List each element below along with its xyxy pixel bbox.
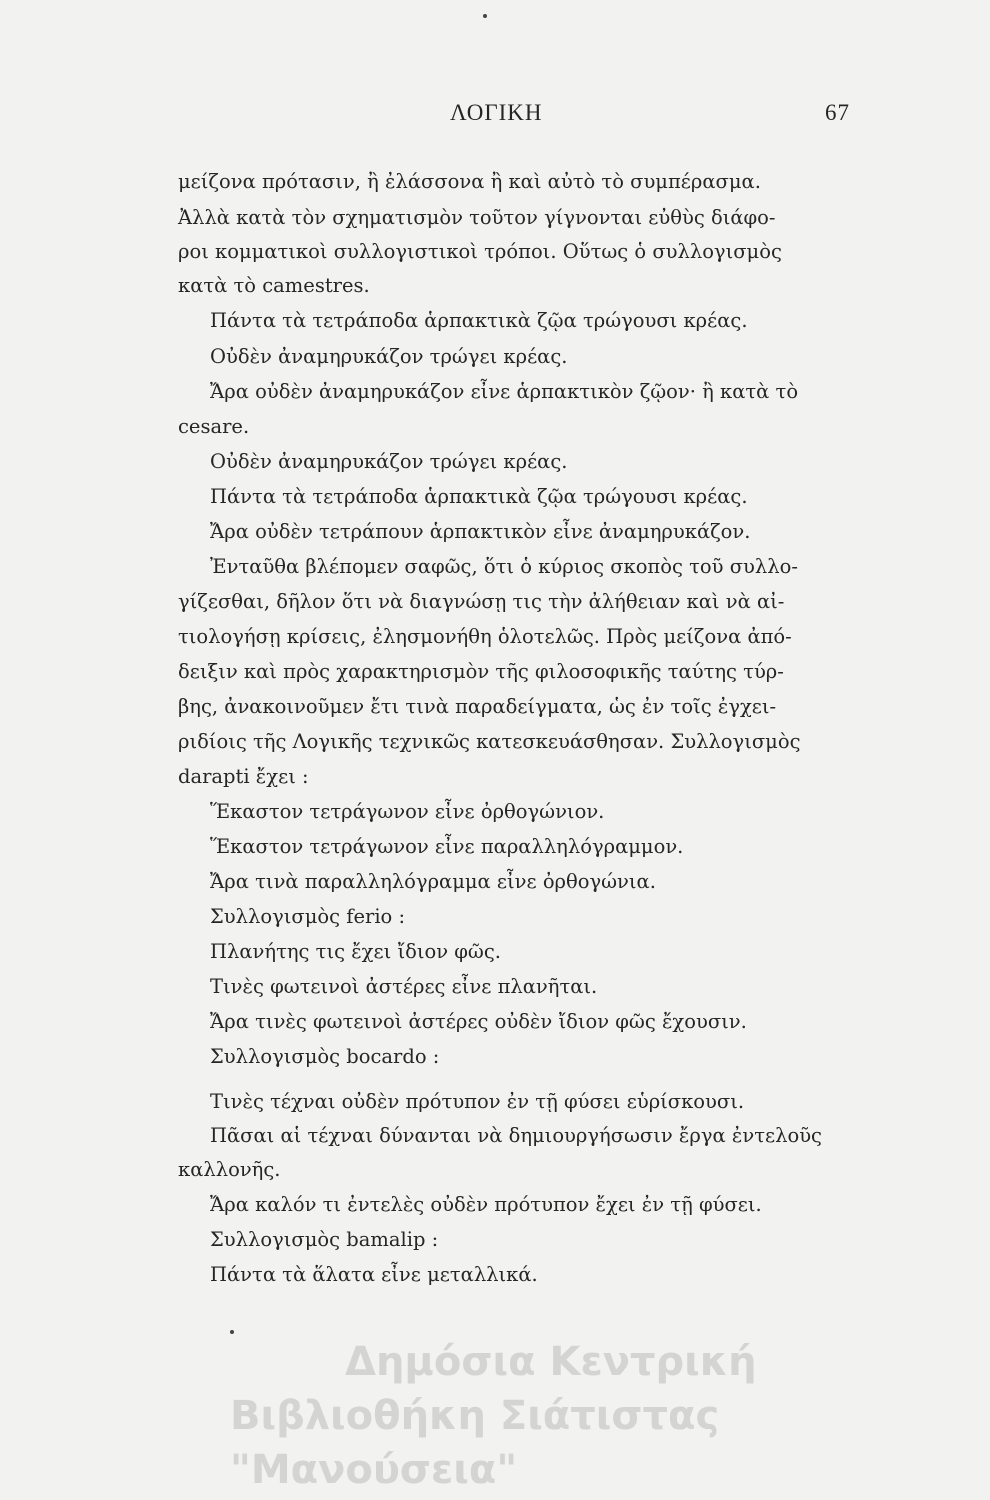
text-line: Ἄρα τινὰ παραλληλόγραμμα εἶνε ὀρθογώνια. xyxy=(210,870,656,893)
text-line: Πάντα τὰ ἅλατα εἶνε μεταλλικά. xyxy=(210,1263,538,1286)
text-line: Πλανήτης τις ἔχει ἴδιον φῶς. xyxy=(210,940,501,963)
library-watermark xyxy=(180,1335,980,1497)
text-line: κατὰ τὸ camestres. xyxy=(178,274,370,297)
text-line: Συλλογισμὸς bocardo : xyxy=(210,1045,440,1068)
text-line: Ἄρα τινὲς φωτεινοὶ ἀστέρες οὐδὲν ἴδιον φῶς ἔχουσιν. xyxy=(210,1010,747,1033)
text-line: Ἄρα οὐδὲν ἀναμηρυκάζον εἶνε ἁρπακτικὸν ζῷον· ἢ κατὰ τὸ xyxy=(210,380,799,403)
text-line: Συλλογισμὸς bamalip : xyxy=(210,1228,439,1251)
text-line: Οὐδὲν ἀναμηρυκάζον τρώγει κρέας. xyxy=(210,345,568,368)
text-line: γίζεσθαι, δῆλον ὅτι νὰ διαγνώσῃ τις τὴν ἀλήθειαν καὶ νὰ αἰ- xyxy=(178,590,785,613)
text-line: Πᾶσαι αἱ τέχναι δύνανται νὰ δημιουργήσωσιν ἔργα ἐντελοῦς xyxy=(210,1124,822,1147)
text-line: Ἐνταῦθα βλέπομεν σαφῶς, ὅτι ὁ κύριος σκοπὸς τοῦ συλλο- xyxy=(210,555,798,578)
text-line: μείζονα πρότασιν, ἢ ἐλάσσονα ἢ καὶ αὐτὸ τὸ συμπέρασμα. xyxy=(178,170,761,193)
watermark-line-2: Βιβλιοθήκη Σιάτιστας "Μανούσεια" xyxy=(230,1393,720,1493)
print-speck xyxy=(483,14,487,18)
text-line: καλλονῆς. xyxy=(178,1158,281,1181)
text-line: Πάντα τὰ τετράποδα ἁρπακτικὰ ζῷα τρώγουσι κρέας. xyxy=(210,485,748,508)
text-line: Τινὲς τέχναι οὐδὲν πρότυπον ἐν τῇ φύσει εὑρίσκουσι. xyxy=(210,1090,745,1113)
text-line: Ἄρα καλόν τι ἐντελὲς οὐδὲν πρότυπον ἔχει ἐν τῇ φύσει. xyxy=(210,1193,762,1216)
print-speck xyxy=(230,1330,234,1334)
text-line: τιολογήσῃ κρίσεις, ἐλησμονήθη ὁλοτελῶς. Πρὸς μείζονα ἀπό- xyxy=(178,625,792,648)
text-line: darapti ἔχει : xyxy=(178,765,309,788)
text-line: Συλλογισμὸς ferio : xyxy=(210,905,406,928)
text-line: Ἕκαστον τετράγωνον εἶνε παραλληλόγραμμον. xyxy=(210,835,684,858)
text-line: βης, ἀνακοινοῦμεν ἔτι τινὰ παραδείγματα, ὡς ἐν τοῖς ἐγχει- xyxy=(178,695,777,718)
text-line: cesare. xyxy=(178,415,250,438)
page-number: 67 xyxy=(825,100,850,125)
running-head xyxy=(178,100,850,130)
text-line: Ἕκαστον τετράγωνον εἶνε ὀρθογώνιον. xyxy=(210,800,605,823)
text-line: Ἀλλὰ κατὰ τὸν σχηματισμὸν τοῦτον γίγνονται εὐθὺς διάφο- xyxy=(178,206,776,229)
text-line: Τινὲς φωτεινοὶ ἀστέρες εἶνε πλανῆται. xyxy=(210,975,598,998)
text-line: Οὐδὲν ἀναμηρυκάζον τρώγει κρέας. xyxy=(210,450,568,473)
text-line: ριδίοις τῆς Λογικῆς τεχνικῶς κατεσκευάσθησαν. Συλλογισμὸς xyxy=(178,730,801,753)
text-line: δειξιν καὶ πρὸς χαρακτηρισμὸν τῆς φιλοσοφικῆς ταύτης τύρ- xyxy=(178,660,784,683)
watermark-line-1: Δημόσια Κεντρική xyxy=(345,1339,757,1385)
running-title: ΛΟΓΙΚΗ xyxy=(450,100,543,125)
text-line: ροι κομματικοὶ συλλογιστικοὶ τρόποι. Οὕτως ὁ συλλογισμὸς xyxy=(178,240,782,263)
text-line: Πάντα τὰ τετράποδα ἁρπακτικὰ ζῷα τρώγουσι κρέας. xyxy=(210,309,748,332)
text-line: Ἄρα οὐδὲν τετράπουν ἁρπακτικὸν εἶνε ἀναμηρυκάζον. xyxy=(210,520,751,543)
